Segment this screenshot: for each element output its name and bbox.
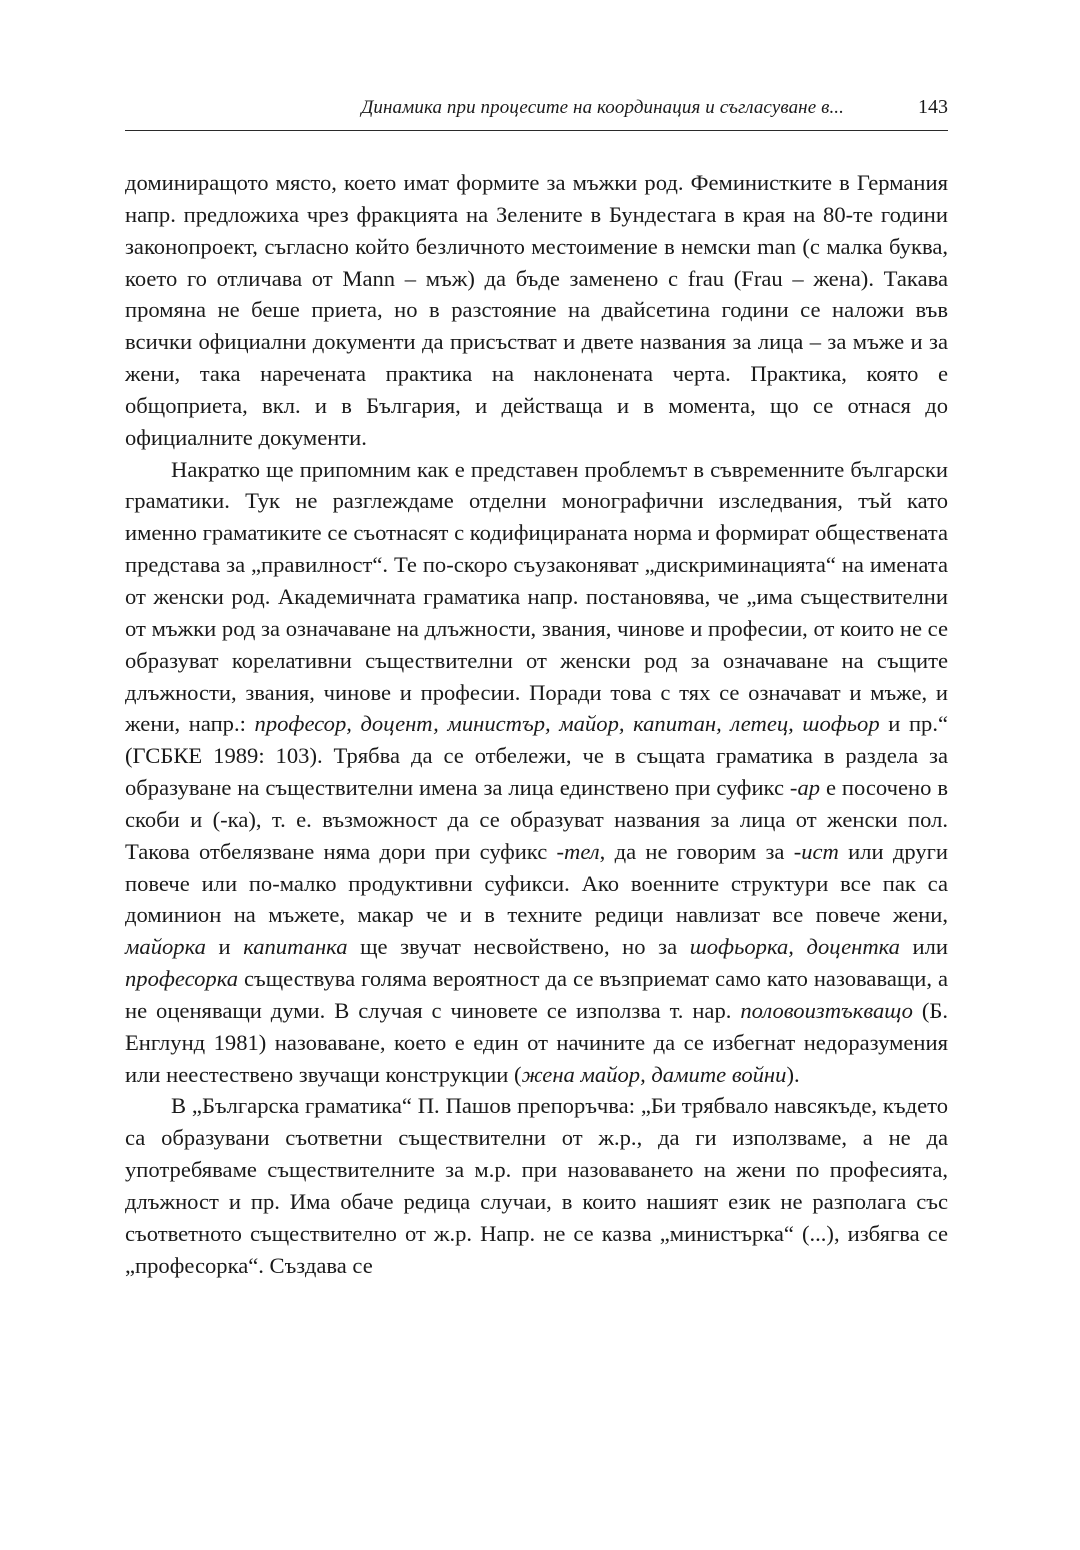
italic-term: половоизтъкващо (740, 997, 913, 1023)
text-segment: (Б. Енглунд 1981) назоваване, което е един от начините да се избегнат недоразумения или неестествено звучащи конструкции ( (125, 997, 948, 1087)
text-segment: и пр.“ (ГСБКЕ 1989: 103). Трябва да се отбележи, че в същата граматика в раздела за образуване на съществителни имена за лица единствено при суфикс (125, 711, 949, 801)
paragraph-1 (125, 167, 948, 454)
text-segment: ). (786, 1061, 800, 1087)
italic-profesorka: професорка (125, 966, 239, 992)
italic-suffix-tel: -тел (556, 838, 600, 864)
italic-suffix-ar: -ар (789, 775, 821, 801)
italic-suffix-ist: -ист (793, 838, 839, 864)
text-segment: ще звучат несвойствено, но за (347, 934, 690, 960)
text-segment: или други повече или по-малко продуктивни суфикси. Ако военните структури все пак са доминион на мъжете, макар че и в техните редици навлизат все повече жени, (125, 838, 948, 928)
text-segment: доминиращото място, което имат формите за мъжки род. Феминистките в Германия напр. предложиха чрез фракцията на Зелените в Бундестага в края на 80-те години законопроект, съгласно който безличното местоимение в немски man (с малка буква, което го отличава от Mann – мъж) да бъде заменено с frau (Frau – жена). Такава промяна не беше приета, но в разстояние на двайсетина години се наложи във всички официални документи да присъстват и двете названия за лица – за мъже и за жени, така наречената практика на наклонената черта. Практика, която е общоприета, вкл. и в България, и действаща и в момента, що се отнася до официалните документи. (125, 170, 948, 450)
text-segment: Накратко ще припомним как е представен проблемът в съвременните български граматики. Тук не разглеждаме отделни монографични изследвания, тъй като именно граматиките се съотнасят с кодифицираната норма и формират обществената представа за „правилност“. Те по-скоро съузаконяват „дискриминацията“ на имената от женски род. Академичната граматика напр. постановява, че „има съществителни от мъжки род за означаване на длъжности, звания, чинове и професии, от които не се образуват корелативни съществителни от женски род за означаване на същите длъжности, звания, чинове и професии. Поради това с тях се означават и мъже, и жени, напр.: (125, 456, 948, 737)
italic-example-list: професор, доцент, министър, майор, капитан, летец, шофьор (254, 711, 880, 737)
body-text (125, 167, 948, 1282)
italic-examples: жена майор, дамите войни (521, 1061, 787, 1087)
book-page (125, 96, 948, 1282)
text-segment: е посочено в скоби и (-ка), т. е. възможност да се образуват названия за лица от женски пол. Такова отбелязване няма дори при суфикс (125, 775, 948, 864)
text-segment: съществува голяма вероятност да се възприемат само като назоваващи, а не оценяващи думи. В случая с чиновете се използва т. нар. (125, 966, 948, 1023)
page-number: 143 (918, 96, 948, 118)
italic-shofyorka-docentka: шофьорка, доцентка (689, 934, 900, 960)
text-segment: В „Българска граматика“ П. Пашов препоръчва: „Би трябвало навсякъде, където са образувани съответни съществителни от ж.р., да ги използваме, а не да употребяваме съществителните за м.р. при назоваването на жени по професията, длъжност и пр. Има обаче редица случаи, в които нашият език не разполага със съответното съществително от ж.р. Напр. не се казва „министърка“ (...), избягва се „професорка“. Създава се (125, 1093, 948, 1278)
paragraph-3 (125, 1090, 948, 1281)
running-header (125, 96, 948, 131)
italic-kapitanka: капитанка (243, 934, 348, 960)
text-segment: , да не говорим за (599, 838, 794, 864)
italic-mayorka: майорка (125, 934, 206, 960)
running-title: Динамика при процесите на координация и съгласуване в... (361, 97, 844, 118)
paragraph-2 (125, 454, 948, 1091)
text-segment: и (205, 934, 244, 960)
text-segment: или (899, 934, 948, 960)
